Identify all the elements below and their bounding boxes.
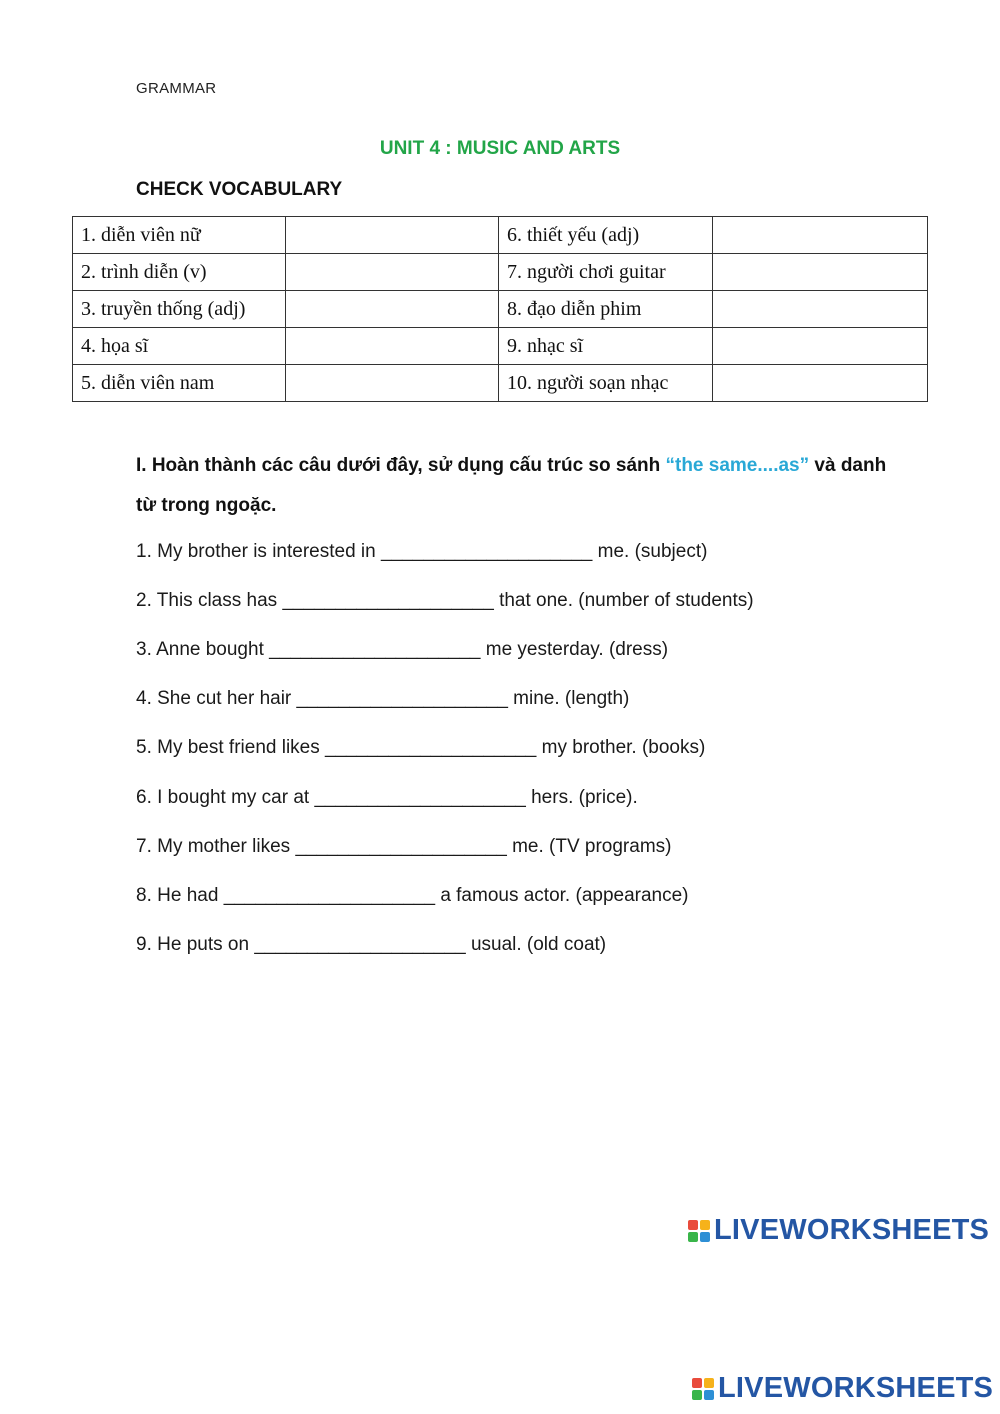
section-label: GRAMMAR bbox=[136, 80, 217, 97]
vocab-answer-cell[interactable] bbox=[286, 291, 499, 328]
vocab-term: 8. đạo diễn phim bbox=[499, 291, 713, 328]
vocab-row bbox=[73, 328, 928, 365]
vocab-answer-cell[interactable] bbox=[713, 328, 928, 365]
exercise-sentence bbox=[136, 688, 629, 710]
logo-wordmark: LIVEWORKSHEETS bbox=[718, 1372, 994, 1404]
exercise-sentence bbox=[136, 885, 689, 907]
sentence-end: usual. (old coat) bbox=[470, 934, 607, 955]
exercise-sentence bbox=[136, 934, 606, 956]
vocab-row bbox=[73, 291, 928, 328]
answer-blank[interactable]: ____________________ bbox=[254, 934, 466, 955]
sentence-end: mine. (length) bbox=[513, 688, 630, 709]
vocab-term: 4. họa sĩ bbox=[73, 328, 286, 365]
vocab-term: 10. người soạn nhạc bbox=[499, 365, 713, 402]
liveworksheets-logo-icon bbox=[692, 1378, 714, 1400]
exercise-sentence bbox=[136, 541, 707, 563]
sentence-start: 6. I bought my car at bbox=[136, 787, 310, 808]
vocab-term: 1. diễn viên nữ bbox=[73, 217, 286, 254]
answer-blank[interactable]: ____________________ bbox=[223, 885, 436, 906]
vocab-term: 5. diễn viên nam bbox=[73, 365, 286, 402]
exercise-sentence bbox=[136, 836, 671, 858]
sentence-start: 4. She cut her hair bbox=[136, 688, 292, 709]
sentence-start: 7. My mother likes bbox=[136, 836, 291, 857]
vocab-answer-cell[interactable] bbox=[713, 254, 928, 291]
liveworksheets-logo-footer bbox=[692, 1372, 993, 1405]
vocab-answer-cell[interactable] bbox=[286, 217, 499, 254]
instruction-highlight: “the same....as” bbox=[665, 455, 810, 476]
sentence-end: me yesterday. (dress) bbox=[485, 639, 669, 660]
vocab-row bbox=[73, 254, 928, 291]
liveworksheets-logo-icon bbox=[688, 1220, 710, 1242]
vocab-term: 2. trình diễn (v) bbox=[73, 254, 286, 291]
vocab-heading: CHECK VOCABULARY bbox=[136, 179, 343, 200]
instruction-text: và danh từ trong ngoặc. bbox=[136, 455, 887, 516]
sentence-end: a famous actor. (appearance) bbox=[440, 885, 689, 906]
vocab-term: 9. nhạc sĩ bbox=[499, 328, 713, 365]
vocab-answer-cell[interactable] bbox=[286, 254, 499, 291]
vocab-table bbox=[72, 216, 928, 402]
vocab-answer-cell[interactable] bbox=[286, 365, 499, 402]
sentence-end: me. (subject) bbox=[597, 541, 708, 562]
answer-blank[interactable]: ____________________ bbox=[325, 737, 537, 758]
instruction-text: I. Hoàn thành các câu dưới đây, sử dụng cấu trúc so sánh bbox=[136, 455, 666, 476]
answer-blank[interactable]: ____________________ bbox=[296, 688, 508, 709]
liveworksheets-logo bbox=[688, 1214, 989, 1247]
vocab-term: 6. thiết yếu (adj) bbox=[499, 217, 713, 254]
sentence-end: me. (TV programs) bbox=[512, 836, 672, 857]
logo-wordmark: LIVEWORKSHEETS bbox=[714, 1214, 990, 1246]
vocab-row bbox=[73, 365, 928, 402]
exercise-sentence bbox=[136, 639, 668, 661]
vocab-row bbox=[73, 217, 928, 254]
answer-blank[interactable]: ____________________ bbox=[314, 787, 526, 808]
vocab-term: 7. người chơi guitar bbox=[499, 254, 713, 291]
answer-blank[interactable]: ____________________ bbox=[269, 639, 481, 660]
sentence-start: 2. This class has bbox=[136, 590, 278, 611]
vocab-answer-cell[interactable] bbox=[713, 217, 928, 254]
answer-blank[interactable]: ____________________ bbox=[381, 541, 593, 562]
vocab-answer-cell[interactable] bbox=[286, 328, 499, 365]
exercise-sentence bbox=[136, 787, 638, 809]
unit-title: UNIT 4 : MUSIC AND ARTS bbox=[379, 138, 621, 159]
exercise-sentence bbox=[136, 590, 754, 612]
sentence-end: hers. (price). bbox=[531, 787, 638, 808]
vocab-answer-cell[interactable] bbox=[713, 365, 928, 402]
vocab-answer-cell[interactable] bbox=[713, 291, 928, 328]
answer-blank[interactable]: ____________________ bbox=[282, 590, 494, 611]
exercise-instruction bbox=[136, 446, 896, 526]
exercise-sentence bbox=[136, 737, 705, 759]
sentence-end: that one. (number of students) bbox=[499, 590, 754, 611]
sentence-start: 9. He puts on bbox=[136, 934, 250, 955]
sentence-end: my brother. (books) bbox=[541, 737, 706, 758]
sentence-start: 3. Anne bought bbox=[136, 639, 264, 660]
sentence-start: 1. My brother is interested in bbox=[136, 541, 376, 562]
answer-blank[interactable]: ____________________ bbox=[295, 836, 507, 857]
vocab-term: 3. truyền thống (adj) bbox=[73, 291, 286, 328]
sentence-start: 5. My best friend likes bbox=[136, 737, 320, 758]
sentence-start: 8. He had bbox=[136, 885, 219, 906]
